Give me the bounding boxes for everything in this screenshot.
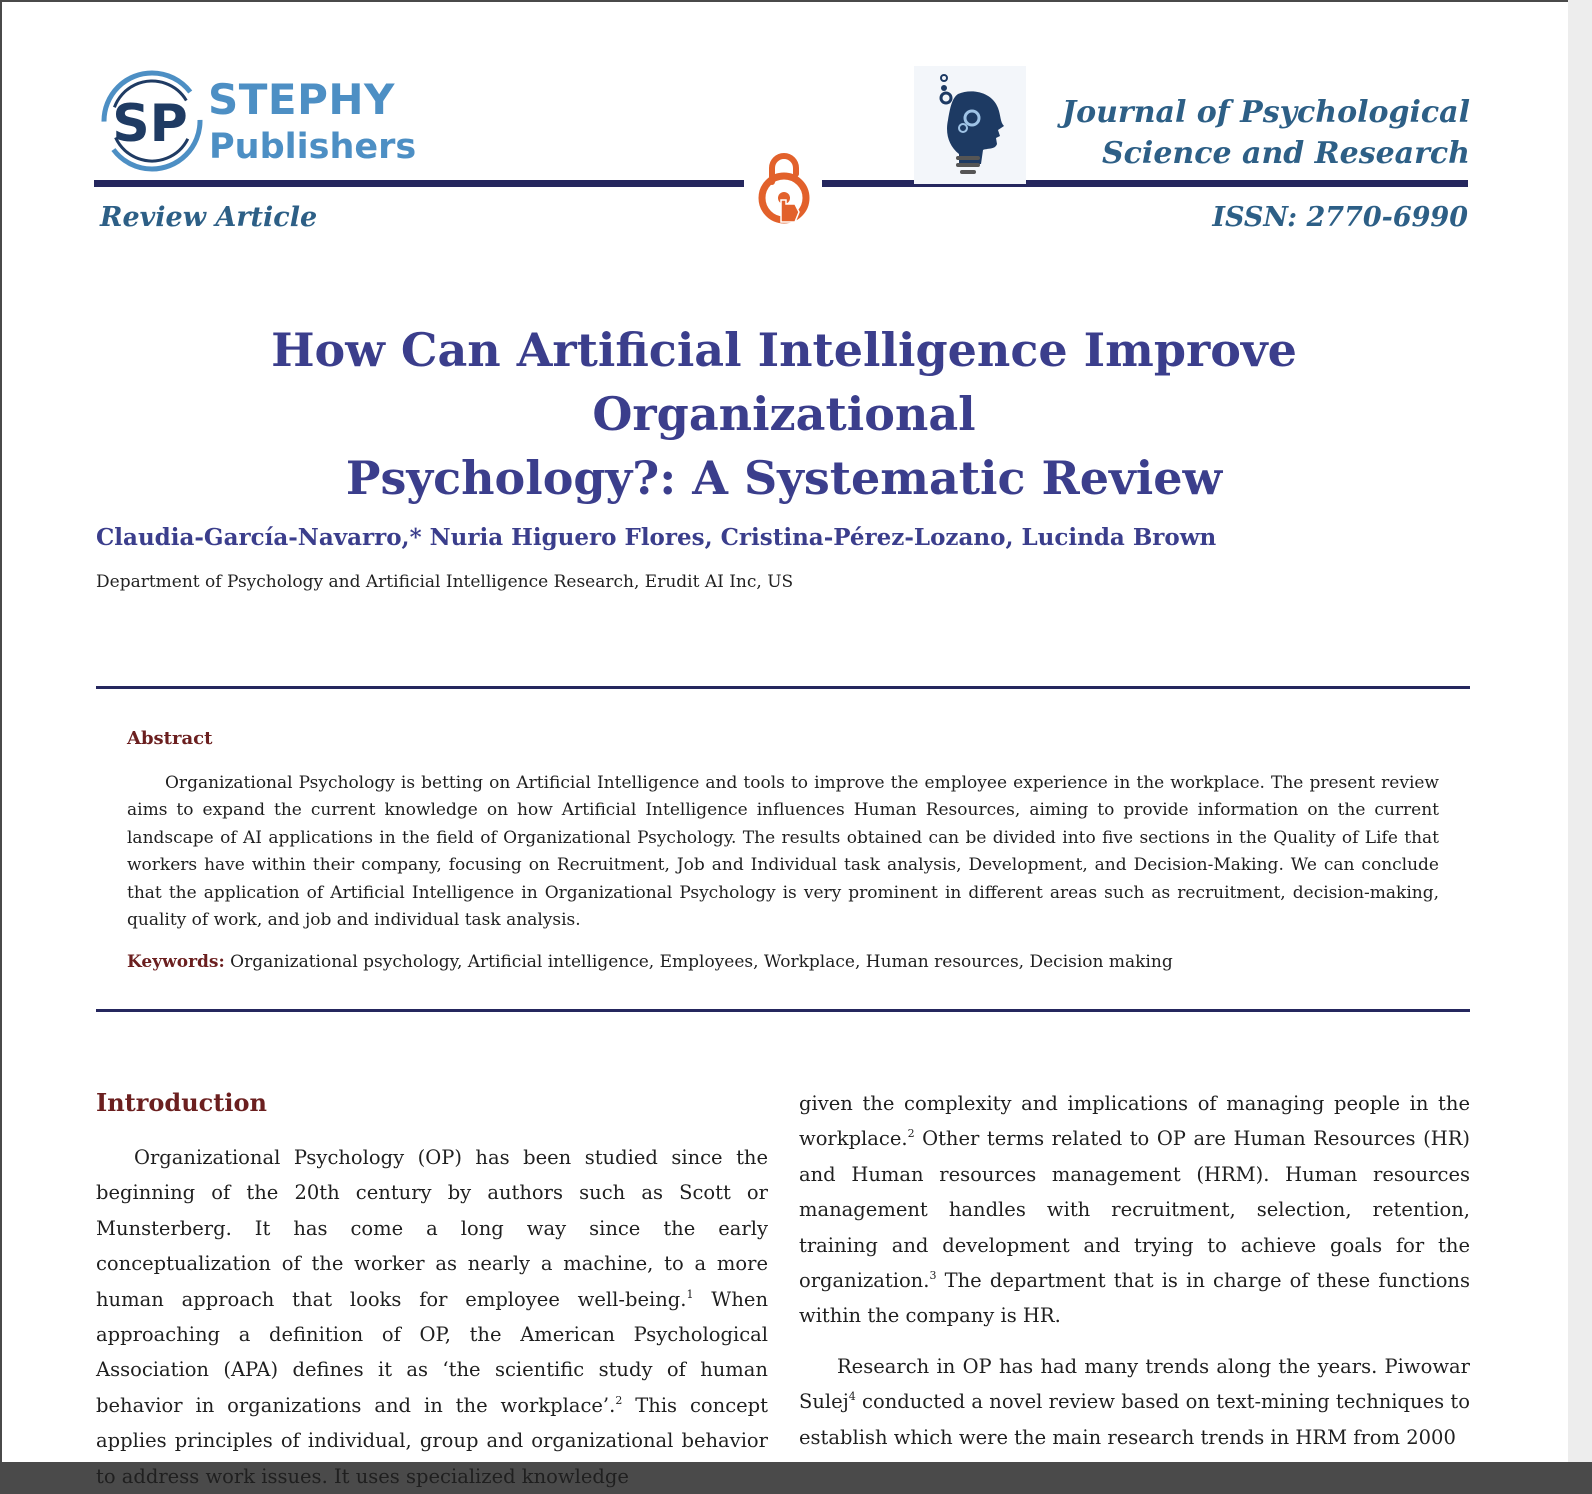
introduction-heading: Introduction [96, 1088, 267, 1117]
issn-label: ISSN: 2770-6990 [1212, 202, 1468, 233]
abstract-bottom-rule [96, 1009, 1470, 1012]
publisher-name-line1: STEPHY [208, 75, 395, 124]
journal-title [950, 92, 1470, 174]
body-column-right [799, 1086, 1470, 1455]
abstract-top-rule [96, 686, 1470, 689]
intro-text-segment: This concept applies principles of individual, group and organizational behavior to address work issues. It uses specialized knowledge [96, 1393, 768, 1488]
article-title-line1: How Can Artificial Intelligence Improve Organizational [271, 323, 1297, 441]
intro-text-segment: Other terms related to OP are Human Resources (HR) and Human resources management (HRM). Human resources management handles with recruitment, selection, retention, training and development and trying to achieve goals for the organization. [799, 1127, 1470, 1293]
keywords-line [127, 952, 1173, 972]
viewer-background [1568, 0, 1592, 1462]
svg-text:SP: SP [112, 94, 188, 154]
publisher-name-line2: Publishers [209, 127, 417, 167]
intro-text-segment: conducted a novel review based on text-mining techniques to establish which were the main research trends in HRM from 2000 [799, 1390, 1470, 1449]
abstract-text: Organizational Psychology is betting on Artificial Intelligence and tools to improve the employee experience in the workplace. The present review aims to expand the current knowledge on how Artificial Intelligence influences Human Resources, aiming to provide information on the current landscape of AI applications in the field of Organizational Psychology. The results obtained can be divided into five sections in the Quality of Life that workers have within their company, focusing on Recruitment, Job and Individual task analysis, Development, and Decision-Making. We can conclude that the application of Artificial Intelligence in Organizational Psychology is very prominent in different areas such as recruitment, decision-making, quality of work, and job and individual task analysis. [127, 773, 1439, 931]
journal-title-line2: Science and Research [1101, 136, 1470, 171]
article-type-label: Review Article [100, 202, 318, 233]
header-rule-left [94, 180, 744, 187]
intro-paragraph-2 [799, 1349, 1470, 1455]
intro-text-segment: Research in OP has had many trends along the years. Piwowar Sulej [799, 1354, 1470, 1414]
intro-text-segment: The department that is in charge of these functions within the company is HR. [799, 1269, 1470, 1328]
journal-title-line1: Journal of Psychological [1061, 95, 1470, 130]
body-column-left [96, 1140, 768, 1494]
intro-text-segment: Organizational Psychology (OP) has been studied since the beginning of the 20th century by authors such as Scott or Munsterberg. It has come a long way since the early conceptualization of the worker as nearly a machine, to a more human approach that looks for employee well-being. [96, 1146, 768, 1311]
citation-ref[interactable]: 1 [686, 1287, 694, 1301]
stephy-publishers-logo-icon [100, 68, 204, 174]
keywords-label: Keywords: [127, 952, 225, 972]
intro-paragraph-continued [799, 1086, 1470, 1334]
article-title-line2: Psychology?: A Systematic Review [345, 451, 1223, 505]
citation-ref[interactable]: 4 [848, 1390, 856, 1404]
citation-ref[interactable]: 2 [615, 1393, 623, 1407]
citation-ref[interactable]: 3 [929, 1269, 937, 1283]
author-list: Claudia-García-Navarro,* Nuria Higuero Flores, Cristina-Pérez-Lozano, Lucinda Brown [96, 524, 1217, 551]
citation-ref[interactable]: 2 [907, 1127, 915, 1141]
article-title [82, 318, 1486, 510]
intro-paragraph-1 [96, 1140, 768, 1494]
affiliation: Department of Psychology and Artificial Intelligence Research, Erudit AI Inc, US [96, 572, 794, 592]
keywords-text: Organizational psychology, Artificial intelligence, Employees, Workplace, Human resources, Decision making [230, 952, 1173, 972]
intro-text-segment: When approaching a definition of OP, the American Psychological Association (APA) defines it as ‘the scientific study of human behavior in organizations and in the workplace’. [96, 1287, 768, 1417]
intro-text-segment: given the complexity and implications of managing people in the workplace. [799, 1092, 1470, 1151]
article-page [2, 2, 1568, 1488]
open-access-lock-icon[interactable] [754, 148, 814, 230]
abstract-heading: Abstract [127, 728, 213, 749]
